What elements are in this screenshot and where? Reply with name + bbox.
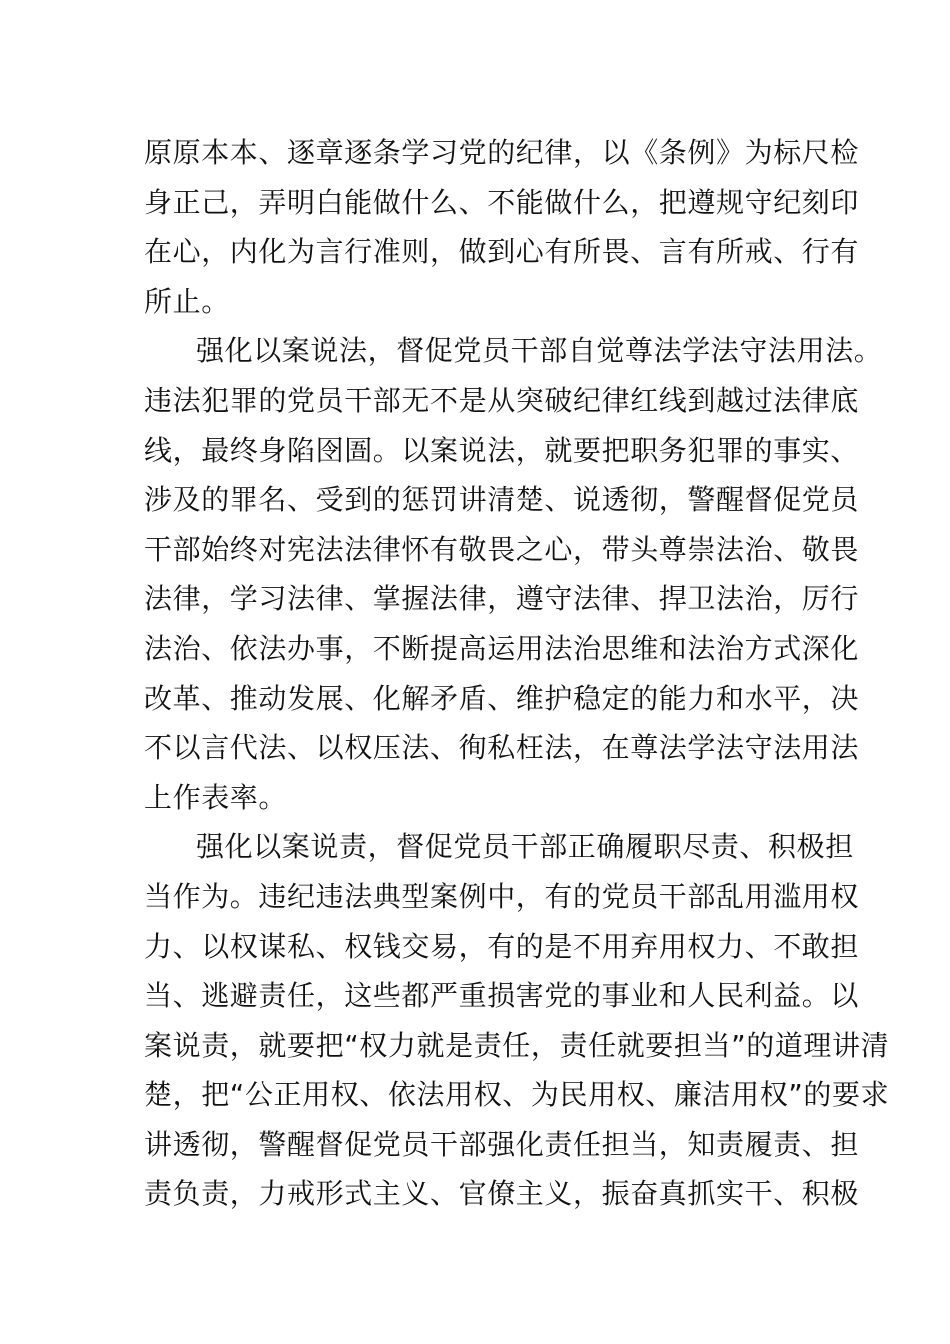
text-line: 线，最终身陷囹圄。以案说法，就要把职务犯罪的事实、 [144, 433, 860, 467]
text-line: 当、逃避责任，这些都严重损害党的事业和人民利益。以 [144, 979, 860, 1013]
text-line: 干部始终对宪法法律怀有敬畏之心，带头尊崇法治、敬畏 [144, 532, 860, 566]
text-line: 在心，内化为言行准则，做到心有所畏、言有所戒、行有 [144, 235, 860, 269]
text-line: 涉及的罪名、受到的惩罚讲清楚、说透彻，警醒督促党员 [144, 483, 860, 517]
paragraph-first-line: 强化以案说法，督促党员干部自觉尊法学法守法用法。 [196, 334, 883, 368]
text-line: 当作为。违纪违法典型案例中，有的党员干部乱用滥用权 [144, 879, 860, 913]
text-line: 案说责，就要把“权力就是责任，责任就要担当”的道理讲清 [144, 1028, 890, 1062]
text-line: 身正己，弄明白能做什么、不能做什么，把遵规守纪刻印 [144, 185, 860, 219]
text-line: 讲透彻，警醒督促党员干部强化责任担当，知责履责、担 [144, 1127, 860, 1161]
text-line: 法治、依法办事，不断提高运用法治思维和法治方式深化 [144, 631, 860, 665]
text-line: 原原本本、逐章逐条学习党的纪律，以《条例》为标尺检 [144, 136, 860, 169]
text-line: 上作表率。 [144, 780, 288, 814]
paragraph-first-line: 强化以案说责，督促党员干部正确履职尽责、积极担 [196, 830, 854, 864]
text-line: 法律，学习法律、掌握法律，遵守法律、捍卫法治，厉行 [144, 582, 860, 616]
text-line: 责负责，力戒形式主义、官僚主义，振奋真抓实干、积极 [144, 1177, 860, 1211]
text-line: 所止。 [144, 284, 230, 318]
text-line: 不以言代法、以权压法、徇私枉法，在尊法学法守法用法 [144, 731, 860, 765]
document-body [144, 128, 890, 1219]
text-line: 楚，把“公正用权、依法用权、为民用权、廉洁用权”的要求 [144, 1078, 890, 1112]
text-line: 力、以权谋私、权钱交易，有的是不用弃用权力、不敢担 [144, 929, 860, 963]
text-line: 改革、推动发展、化解矛盾、维护稳定的能力和水平，决 [144, 681, 860, 715]
text-line: 违法犯罪的党员干部无不是从突破纪律红线到越过法律底 [144, 383, 860, 417]
